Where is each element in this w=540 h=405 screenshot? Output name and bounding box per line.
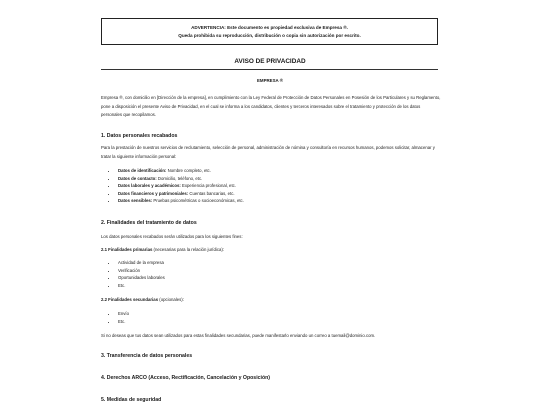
section-4-heading: 4. Derechos ARCO (Acceso, Rectificación, Cancelación y Oposición) bbox=[101, 375, 271, 381]
list-item-text: Cuentas bancarias, etc. bbox=[188, 190, 235, 196]
section-3-heading: 3. Transferencia de datos personales bbox=[101, 353, 193, 359]
list-item: • Actividad de la empresa bbox=[117, 259, 165, 267]
list-item-label: Datos de identificación: bbox=[118, 168, 167, 173]
list-item-label: Datos de contacto: bbox=[118, 175, 157, 181]
list-item bbox=[117, 197, 244, 205]
list-item bbox=[117, 175, 244, 183]
title-divider bbox=[101, 69, 438, 70]
warning-line-2: Queda prohibida su reproducción, distribución o copia sin autorización por escrito. bbox=[178, 33, 361, 38]
document-title: AVISO DE PRIVACIDAD bbox=[234, 58, 306, 65]
section-2-1-heading bbox=[101, 246, 441, 255]
list-item-label: Datos financieros y patrimoniales: bbox=[118, 190, 189, 196]
list-item: • Verificación bbox=[117, 267, 165, 275]
list-item bbox=[117, 167, 244, 175]
section-2-1-label: 2.1 Finalidades primarias bbox=[101, 247, 153, 252]
list-item bbox=[117, 182, 244, 190]
list-item: • Etc. bbox=[117, 282, 165, 290]
intro-paragraph: Empresa ®, con domicilio en [Dirección de la empresa], en cumplimiento con la Ley Federal de Protección de Datos Personales en Posesión de los Particulares y su Reglamento, pone a disposición el presente Aviso de Privacidad, en el cual se informa a los candidatos, clientes y terceros interesados sobre el tratamiento y protección de los datos personales que recopilamos. bbox=[101, 95, 441, 118]
list-item-text: Pruebas psicométricas o socioeconómicas, etc. bbox=[152, 198, 244, 204]
warning-box bbox=[101, 18, 438, 45]
section-2-2-heading bbox=[101, 296, 441, 305]
primary-purposes-list bbox=[101, 259, 165, 289]
warning-line-1: ADVERTENCIA: Este documento es propiedad exclusiva de Empresa ®. bbox=[191, 25, 348, 30]
list-item-label: Datos laborales y académicos: bbox=[118, 183, 181, 189]
list-item bbox=[117, 190, 244, 198]
list-item-text: Nombre completo, etc. bbox=[166, 168, 211, 173]
section-2-1-note: (necesarias para la relación jurídica): bbox=[152, 247, 225, 252]
section-2-text: Los datos personales recabados serán utilizados para los siguientes fines: bbox=[101, 234, 243, 239]
list-item: • Etc. bbox=[117, 318, 129, 326]
company-name: EMPRESA ® bbox=[256, 78, 283, 83]
section-2-2-label: 2.2 Finalidades secundarias bbox=[101, 297, 159, 302]
section-2-heading: 2. Finalidades del tratamiento de datos bbox=[101, 220, 197, 226]
list-item: • Oportunidades laborales bbox=[117, 274, 165, 282]
section-2-2-note: (opcionales): bbox=[158, 297, 184, 302]
section-5-heading: 5. Medidas de seguridad bbox=[101, 397, 162, 403]
optout-text: Si no deseas que tus datos sean utilizados para estas finalidades secundarias, puede manifestarlo enviando un correo a tuemail@dominio.com. bbox=[101, 333, 376, 338]
section-1-heading: 1. Datos personales recabados bbox=[101, 133, 178, 139]
list-item-label: Datos sensibles: bbox=[118, 198, 153, 204]
section-1-list bbox=[101, 167, 244, 205]
list-item: • Envío bbox=[117, 310, 129, 318]
list-item-text: Experiencia profesional, etc. bbox=[180, 183, 236, 189]
secondary-purposes-list bbox=[101, 310, 129, 325]
list-item-text: Domicilio, teléfono, etc. bbox=[156, 175, 203, 181]
section-1-text: Para la prestación de nuestros servicios de reclutamiento, selección de personal, administración de nómina y consultoría en recursos humanos, podemos solicitar, almacenar y tratar la siguiente información personal: bbox=[101, 145, 435, 159]
